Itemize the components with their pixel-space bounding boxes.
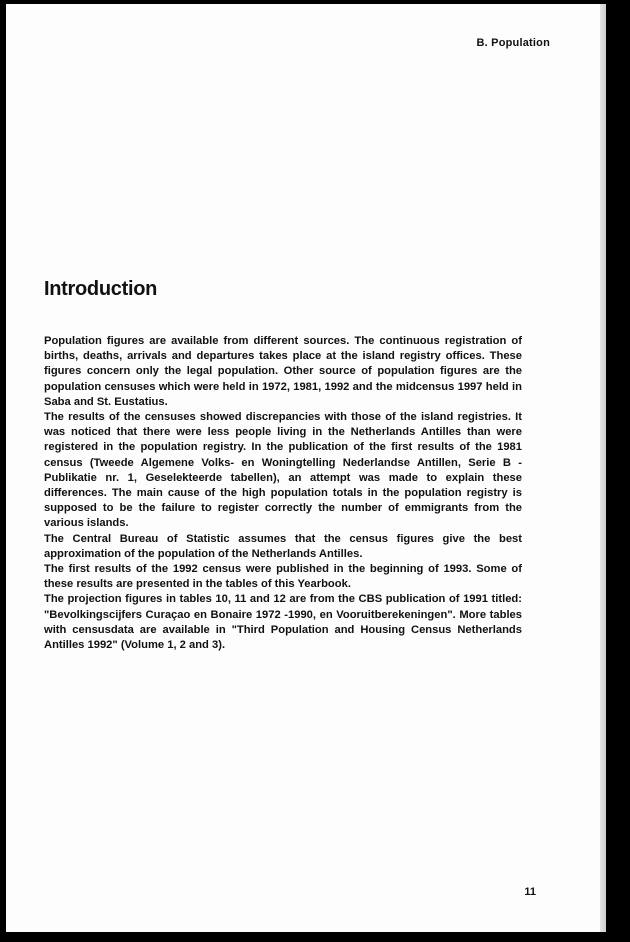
paragraph-projections: The projection figures in tables 10, 11 and 12 are from the CBS publication of 1991 titled: "Bevolkingscijfers Curaçao en Bonaire 1972 -1990, en Vooruitberekeningen". More tables with censusdata are available in "Third Population and Housing Census Netherlands Antilles 1992" (Volume 1, 2 and 3). xyxy=(44,593,522,652)
body-text xyxy=(44,334,522,653)
paragraph-cbs-assumption: The Central Bureau of Statistic assumes that the census figures give the best approximation of the population of the Netherlands Antilles. xyxy=(44,532,522,560)
paragraph-discrepancies: The results of the censuses showed discrepancies with those of the island registries. It was noticed that there were less people living in the Netherlands Antilles than were registered in the population registry. In the publication of the first results of the 1981 census (Tweede Algemene Volks- en Woningtelling Nederlandse Antillen, Serie B - Publikatie nr. 1, Geselekteerde tabellen), an attempt was made to explain these differences. The main cause of the high population totals in the population registry is supposed to be the failure to register correctly the number of emmigrants from the various islands. xyxy=(44,411,522,530)
page-number: 11 xyxy=(524,886,536,898)
running-head: B. Population xyxy=(476,37,550,49)
document-page xyxy=(6,4,606,932)
scan-edge xyxy=(600,4,606,932)
paragraph-sources: Population figures are available from different sources. The continuous registration of births, deaths, arrivals and departures takes place at the island registry offices. These figures concern only the legal population. Other source of population figures are the population censuses which were held in 1972, 1981, 1992 and the midcensus 1997 held in Saba and St. Eustatius. xyxy=(44,335,522,408)
section-title: Introduction xyxy=(44,278,158,300)
paragraph-1992-results: The first results of the 1992 census were published in the beginning of 1993. Some of these results are presented in the tables of this Yearbook. xyxy=(44,563,522,591)
